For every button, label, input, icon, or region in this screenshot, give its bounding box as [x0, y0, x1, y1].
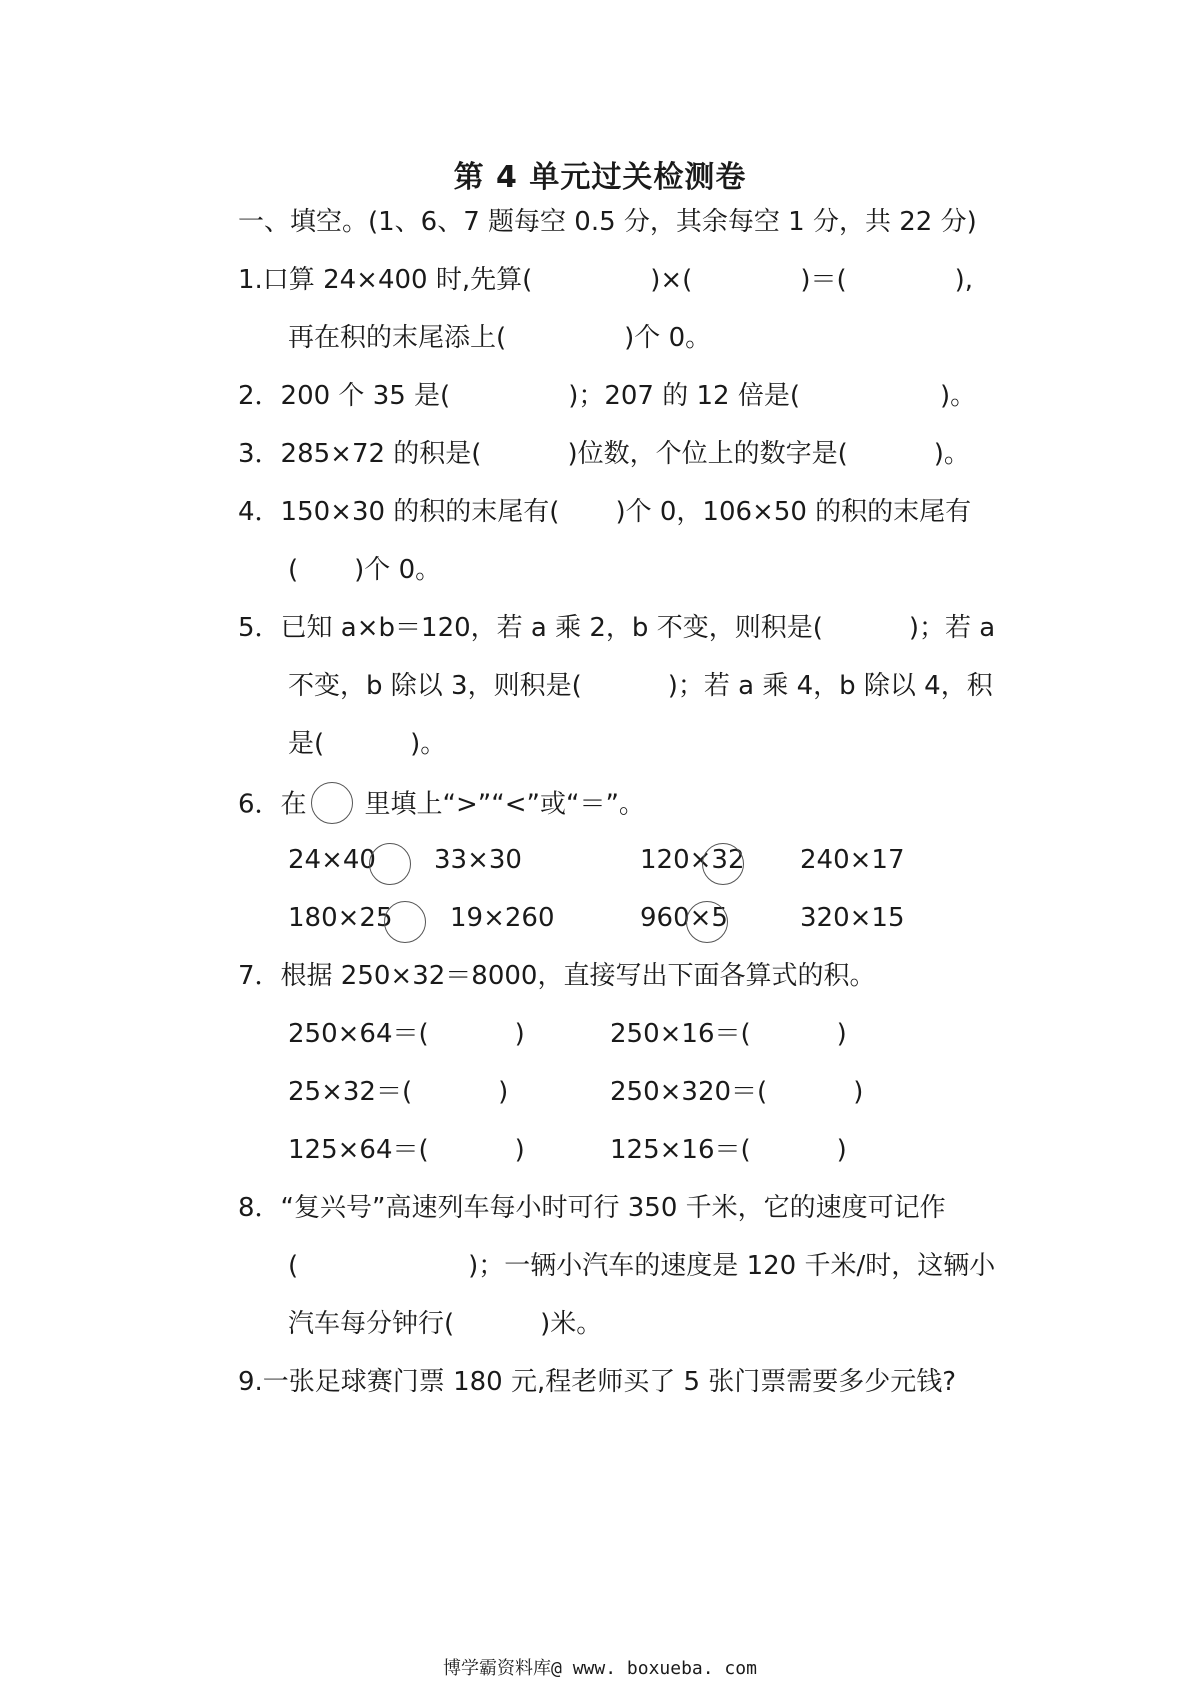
question-4-line-2: ( )个 0。	[288, 555, 442, 585]
question-5-line-1: 5．已知 a×b＝120，若 a 乘 2，b 不变，则积是( )；若 a	[238, 613, 996, 643]
calc-item: 125×64＝( )	[288, 1135, 525, 1165]
compare-circle[interactable]	[384, 901, 426, 943]
circle-icon	[311, 782, 353, 824]
compare-item-2-right: 240×17	[800, 845, 905, 875]
calc-item: 250×320＝( )	[610, 1077, 864, 1107]
question-8-line-3: 汽车每分钟行( )米。	[288, 1309, 603, 1339]
footer-watermark: 博学霸资料库@ www. boxueba. com	[443, 1658, 757, 1679]
question-6: 6．在 里填上“>”“<”或“＝”。	[238, 784, 645, 826]
compare-item-3-left: 180×25	[288, 903, 393, 933]
question-5-line-2: 不变，b 除以 3，则积是( )；若 a 乘 4，b 除以 4，积	[288, 671, 993, 701]
section-heading: 一、填空。(1、6、7 题每空 0.5 分，其余每空 1 分，共 22 分)	[238, 207, 977, 237]
question-3: 3．285×72 的积是( )位数，个位上的数字是( )。	[238, 439, 970, 469]
question-1-line-1: 1.口算 24×400 时,先算( )×( )＝( ),	[238, 265, 974, 295]
question-7: 7．根据 250×32＝8000，直接写出下面各算式的积。	[238, 961, 876, 991]
question-8-line-2: ( )；一辆小汽车的速度是 120 千米/时，这辆小	[288, 1251, 996, 1281]
compare-circle[interactable]	[369, 843, 411, 885]
calc-item: 125×16＝( )	[610, 1135, 847, 1165]
compare-item-1-left: 24×40	[288, 845, 376, 875]
question-1-line-2: 再在积的末尾添上( )个 0。	[288, 323, 712, 353]
calc-item: 250×16＝( )	[610, 1019, 847, 1049]
compare-circle[interactable]	[702, 843, 744, 885]
calc-item: 25×32＝( )	[288, 1077, 509, 1107]
question-5-line-3: 是( )。	[288, 729, 447, 759]
question-8-line-1: 8．“复兴号”高速列车每小时可行 350 千米，它的速度可记作	[238, 1193, 946, 1223]
compare-item-2-left: 120×32	[640, 845, 745, 875]
compare-item-3-right: 19×260	[450, 903, 555, 933]
compare-circle[interactable]	[686, 901, 728, 943]
page-title: 第 4 单元过关检测卷	[453, 160, 747, 195]
compare-item-4-left: 960×5	[640, 903, 728, 933]
question-4-line-1: 4．150×30 的积的末尾有( )个 0，106×50 的积的末尾有	[238, 497, 972, 527]
compare-item-1-right: 33×30	[434, 845, 522, 875]
question-9: 9.一张足球赛门票 180 元,程老师买了 5 张门票需要多少元钱?	[238, 1367, 957, 1397]
compare-item-4-right: 320×15	[800, 903, 905, 933]
question-2: 2．200 个 35 是( )；207 的 12 倍是( )。	[238, 381, 977, 411]
calc-item: 250×64＝( )	[288, 1019, 525, 1049]
